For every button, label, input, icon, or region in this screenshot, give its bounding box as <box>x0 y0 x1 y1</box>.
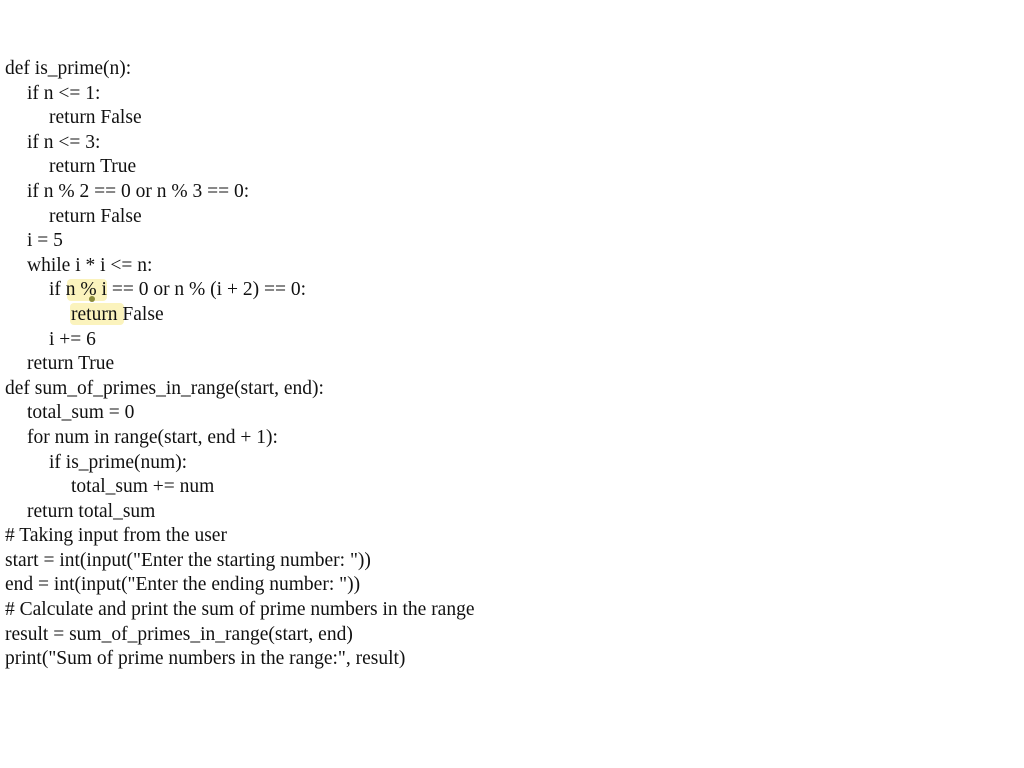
code-line: return False <box>49 107 142 129</box>
code-line: def is_prime(n): <box>5 58 132 79</box>
code-line: return True <box>49 156 137 178</box>
code-line: return total_sum <box>27 500 156 522</box>
code-line: # Calculate and print the sum of prime numbers in the range <box>5 599 475 621</box>
code-line: while i * i <= n: <box>27 254 153 276</box>
code-line: if is_prime(num): <box>49 451 188 473</box>
code-line: result = sum_of_primes_in_range(start, end) <box>5 623 353 645</box>
code-line: end = int(input("Enter the ending number: ")) <box>5 574 361 596</box>
code-line: total_sum = 0 <box>27 402 135 424</box>
code-line: total_sum += num <box>71 476 215 498</box>
code-line: for num in range(start, end + 1): <box>27 426 278 448</box>
code-line: return False <box>71 303 164 325</box>
code-line: start = int(input("Enter the starting number: ")) <box>5 549 371 571</box>
code-line: i = 5 <box>27 230 63 252</box>
code-line: if n <= 1: <box>27 82 101 104</box>
code-block <box>5 57 475 672</box>
code-line: print("Sum of prime numbers in the range:", result) <box>5 648 406 670</box>
code-line: if n % i == 0 or n % (i + 2) == 0: <box>49 279 306 301</box>
code-line: return True <box>27 353 115 375</box>
code-line: def sum_of_primes_in_range(start, end): <box>5 377 324 399</box>
code-line: if n <= 3: <box>27 131 101 153</box>
code-line: if n % 2 == 0 or n % 3 == 0: <box>27 180 250 202</box>
code-line: # Taking input from the user <box>5 525 227 547</box>
code-line: return False <box>49 205 142 227</box>
code-line: i += 6 <box>49 328 96 350</box>
